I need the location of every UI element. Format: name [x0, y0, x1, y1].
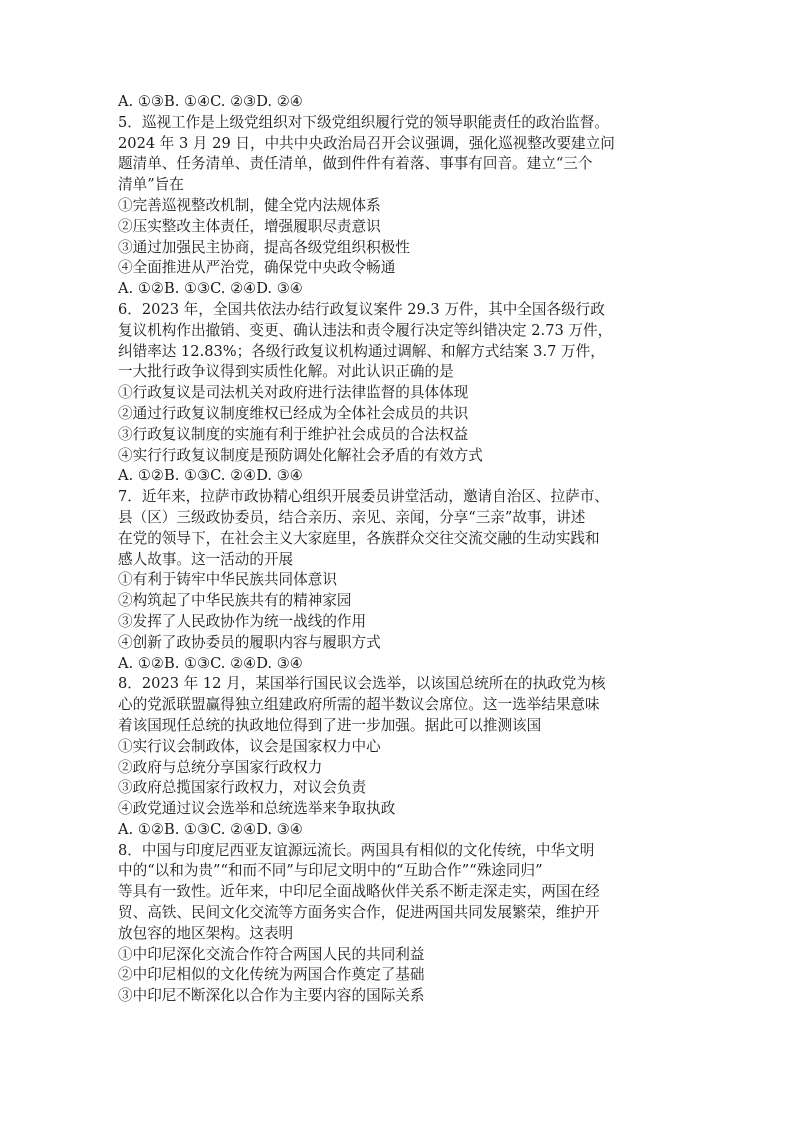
question-7-statement: ③发挥了人民政协作为统一战线的作用 — [118, 612, 367, 630]
question-8b-stem: 8．中国与印度尼西亚友谊源远流长。两国具有相似的文化传统，中华文明 — [118, 841, 595, 859]
question-6-statement: ②通过行政复议制度维权已经成为全体社会成员的共识 — [118, 404, 469, 422]
question-5-statement: ①完善巡视整改机制，健全党内法规体系 — [118, 196, 381, 214]
question-8-stem: 心的党派联盟赢得独立组建政府所需的超半数议会席位。这一选举结果意味 — [118, 696, 600, 714]
question-5-stem: 题清单、任务清单、责任清单，做到件件有着落、事事有回音。建立“三个 — [118, 155, 593, 173]
question-8b-stem: 贸、高铁、民间文化交流等方面务实合作，促进两国共同发展繁荣，维护开 — [118, 904, 600, 922]
question-8-statement: ②政府与总统分享国家行政权力 — [118, 758, 323, 776]
question-7-statement: ④创新了政协委员的履职内容与履职方式 — [118, 633, 381, 651]
question-6-statement: ③行政复议制度的实施有利于维护社会成员的合法权益 — [118, 425, 469, 443]
question-5-statement: ②压实整改主体责任，增强履职尽责意识 — [118, 217, 381, 235]
question-8b-statement: ①中印尼深化交流合作符合两国人民的共同利益 — [118, 945, 425, 963]
question-7-statement: ①有利于铸牢中华民族共同体意识 — [118, 571, 337, 589]
question-6-stem: 复议机构作出撤销、变更、确认违法和责令履行决定等纠错决定 2.73 万件， — [118, 321, 613, 339]
question-7-stem: 7．近年来，拉萨市政协精心组织开展委员讲堂活动，邀请自治区、拉萨市、 — [118, 488, 609, 506]
question-7-statement: ②构筑起了中华民族共有的精神家园 — [118, 592, 352, 610]
question-6-stem: 6．2023 年，全国共依法办结行政复议案件 29.3 万件，其中全国各级行政 — [118, 300, 605, 318]
question-8-statement: ①实行议会制政体，议会是国家权力中心 — [118, 737, 381, 755]
answer-options-q6: A. ①②B. ①③C. ②④D. ③④ — [118, 467, 303, 485]
question-6-stem: 纠错率达 12.83%；各级行政复议机构通过调解、和解方式结案 3.7 万件， — [118, 342, 605, 360]
question-5-stem: 2024 年 3 月 29 日，中共中央政治局召开会议强调，强化巡视整改要建立问 — [118, 134, 615, 152]
question-7-stem: 感人故事。这一活动的开展 — [118, 550, 294, 568]
question-8b-stem: 等具有一致性。近年来，中印尼全面战略伙伴关系不断走深走实，两国在经 — [118, 883, 600, 901]
question-6-stem: 一大批行政争议得到实质性化解。对此认识正确的是 — [118, 363, 454, 381]
question-8-stem: 着该国现任总统的执政地位得到了进一步加强。据此可以推测该国 — [118, 716, 542, 734]
question-6-statement: ④实行行政复议制度是预防调处化解社会矛盾的有效方式 — [118, 446, 483, 464]
question-8b-stem: 中的“以和为贵”“和而不同”与印尼文明中的“互助合作”“殊途同归” — [118, 862, 543, 880]
question-8-statement: ④政党通过议会选举和总统选举来争取执政 — [118, 800, 396, 818]
answer-options-q8: A. ①②B. ①③C. ②④D. ③④ — [118, 820, 303, 838]
answer-options-q4: A. ①③B. ①④C. ②③D. ②④ — [118, 93, 303, 110]
document-page — [118, 92, 688, 1007]
question-7-stem: 县（区）三级政协委员，结合亲历、亲见、亲闻，分享“三亲”故事，讲述 — [118, 508, 586, 526]
question-8-stem: 8．2023 年 12 月，某国举行国民议会选举，以该国总统所在的执政党为核 — [118, 675, 606, 693]
answer-options-q5: A. ①②B. ①③C. ②④D. ③④ — [118, 280, 303, 298]
question-8-statement: ③政府总揽国家行政权力，对议会负责 — [118, 779, 367, 797]
question-8b-statement: ②中印尼相似的文化传统为两国合作奠定了基础 — [118, 966, 425, 984]
question-6-statement: ①行政复议是司法机关对政府进行法律监督的具体体现 — [118, 384, 469, 402]
question-5-stem: 清单”旨在 — [118, 176, 184, 194]
question-8b-statement: ③中印尼不断深化以合作为主要内容的国际关系 — [118, 987, 425, 1005]
question-5-stem: 5．巡视工作是上级党组织对下级党组织履行党的领导职能责任的政治监督。 — [118, 113, 609, 131]
question-5-statement: ④全面推进从严治党，确保党中央政令畅通 — [118, 259, 396, 277]
question-5-statement: ③通过加强民主协商，提高各级党组织积极性 — [118, 238, 410, 256]
question-7-stem: 在党的领导下，在社会主义大家庭里，各族群众交往交流交融的生动实践和 — [118, 529, 600, 547]
answer-options-q7: A. ①②B. ①③C. ②④D. ③④ — [118, 654, 303, 672]
question-8b-stem: 放包容的地区架构。这表明 — [118, 924, 294, 942]
